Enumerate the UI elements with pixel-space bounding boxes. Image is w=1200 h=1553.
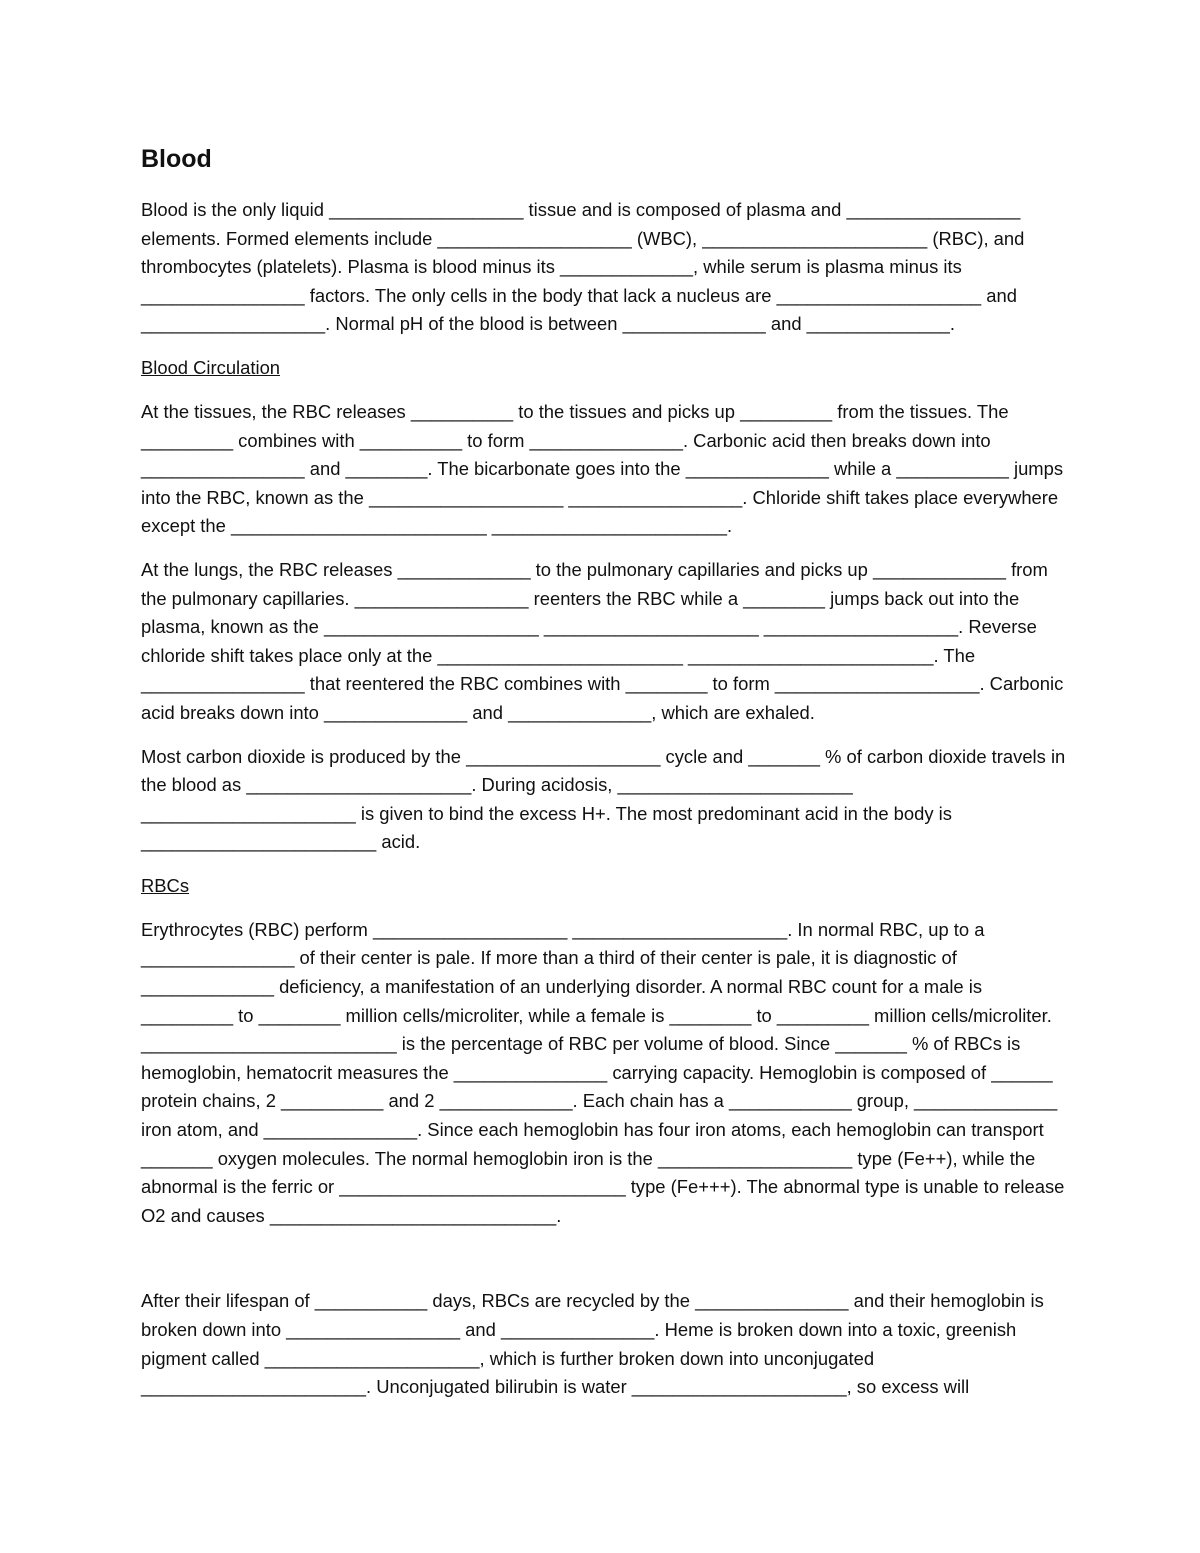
- document-title: Blood: [141, 145, 212, 173]
- paragraph-carbon-dioxide: Most carbon dioxide is produced by the ___________________ cycle and _______ % of carbon dioxide travels in the blood as ______________________. During acidosis, _______________________ _____________________ is given to bind the excess H+. The most predominant acid in the body is _______________________ acid.: [141, 745, 1066, 853]
- document-body: [141, 142, 1071, 1417]
- paragraph-lungs: At the lungs, the RBC releases _____________ to the pulmonary capillaries and picks up _____________ from the pulmonary capillaries. _________________ reenters the RBC while a ________ jumps back out into the plasma, known as the _____________________ _____________________ ___________________. Reverse chloride shift takes place only at the ________________________ ________________________. The ________________ that reentered the RBC combines with ________ to form ____________________. Carbonic acid breaks down into ______________ and ______________, which are exhaled.: [141, 558, 1064, 723]
- paragraph-lifespan: After their lifespan of ___________ days, RBCs are recycled by the _______________ and their hemoglobin is broken down into _________________ and _______________. Heme is broken down into a toxic, greenish pigment called _____________________, which is further broken down into unconjugated ______________________. Unconjugated bilirubin is water _____________________, so excess will: [141, 1290, 1044, 1398]
- section-blood-circulation: [141, 354, 1071, 857]
- paragraph-erythrocytes: Erythrocytes (RBC) perform ___________________ _____________________. In normal RBC, up to a _______________ of their center is pale. If more than a third of their center is pale, it is diagnostic of _____________ deficiency, a manifestation of an underlying disorder. A normal RBC count for a male is _________ to ________ million cells/microliter, while a female is ________ to _________ million cells/microliter. _________________________ is the percentage of RBC per volume of blood. Since _______ % of RBCs is hemoglobin, hematocrit measures the _______________ carrying capacity. Hemoglobin is composed of ______ protein chains, 2 __________ and 2 _____________. Each chain has a ____________ group, ______________ iron atom, and _______________. Since each hemoglobin has four iron atoms, each hemoglobin can transport _______ oxygen molecules. The normal hemoglobin iron is the ___________________ type (Fe++), while the abnormal is the ferric or ____________________________ type (Fe+++). The abnormal type is unable to release O2 and causes ____________________________.: [141, 918, 1065, 1226]
- section-intro: [141, 196, 1071, 339]
- paragraph-intro: Blood is the only liquid ___________________ tissue and is composed of plasma and _________________ elements. Formed elements include ___________________ (WBC), ______________________ (RBC), and thrombocytes (platelets). Plasma is blood minus its _____________, while serum is plasma minus its ________________ factors. The only cells in the body that lack a nucleus are ____________________ and __________________. Normal pH of the blood is between ______________ and ______________.: [141, 199, 1025, 335]
- section-heading-blood-circulation: Blood Circulation: [141, 356, 281, 378]
- section-rbcs: [141, 872, 1071, 1402]
- paragraph-tissues: At the tissues, the RBC releases __________ to the tissues and picks up _________ from the tissues. The _________ combines with __________ to form _______________. Carbonic acid then breaks down into ________________ and ________. The bicarbonate goes into the ______________ while a ___________ jumps into the RBC, known as the ___________________ _________________. Chloride shift takes place everywhere except the _________________________ _______________________.: [141, 400, 1064, 537]
- section-heading-rbcs: RBCs: [141, 874, 190, 896]
- paragraph-spacer: [141, 1245, 1071, 1287]
